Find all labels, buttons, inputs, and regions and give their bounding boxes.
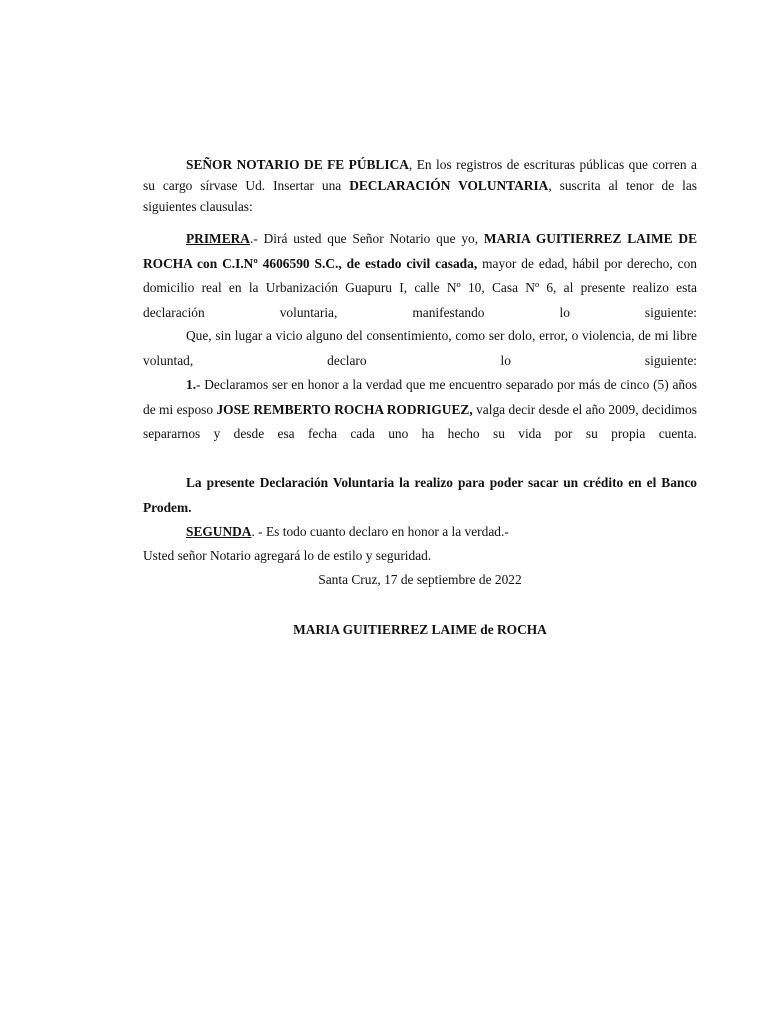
point-1-text-1: - Declaramos ser en honor a la verdad que me encuentro separado por más de cinco (5) años de mi esposo — [143, 377, 697, 417]
credit-text: La presente Declaración Voluntaria la realizo para poder sacar un crédito en el Banco Prodem. — [143, 475, 697, 515]
place-date: Santa Cruz, 17 de septiembre de 2022 — [318, 572, 522, 587]
point-1-paragraph — [143, 373, 697, 447]
signature-text: MARIA GUITIERREZ LAIME de ROCHA — [293, 622, 547, 637]
primera-clause — [143, 227, 697, 325]
intro-title: SEÑOR NOTARIO DE FE PÚBLICA — [186, 157, 409, 172]
credit-paragraph — [143, 471, 697, 520]
declarant-name-id: MARIA GUITIERREZ LAIME DE ROCHA con C.I.Nº 4606590 S.C., de estado civil casada, — [143, 231, 697, 271]
point-1-text-2: valga decir desde el año 2009, decidimos separarnos y desde esa fecha cada uno ha hecho su vida por su propia cuenta. — [143, 401, 697, 441]
primera-text-1: .- Dirá usted que Señor Notario que yo, — [249, 231, 484, 246]
declaration-type: DECLARACIÓN VOLUNTARIA — [349, 178, 549, 193]
intro-text-2: , suscrita al tenor de las siguientes clausulas: — [143, 178, 697, 214]
segunda-clause — [143, 520, 697, 545]
segunda-label: SEGUNDA — [186, 524, 252, 539]
intro-text-1: , En los registros de escrituras públicas que corren a su cargo sírvase Ud. Insertar una — [143, 157, 697, 193]
intro-paragraph — [143, 154, 697, 217]
primera-label: PRIMERA — [186, 231, 250, 246]
spouse-name: JOSE REMBERTO ROCHA RODRIGUEZ, — [216, 401, 473, 417]
style-security-line: Usted señor Notario agregará lo de estilo y seguridad. — [143, 548, 432, 563]
consent-paragraph: Que, sin lugar a vicio alguno del consentimiento, como ser dolo, error, o violencia, de mi libre voluntad, declaro lo siguiente: — [143, 328, 697, 368]
point-1-number: 1. — [186, 377, 197, 392]
signature-name — [143, 618, 697, 643]
primera-text-2: mayor de edad, hábil por derecho, con domicilio real en la Urbanización Guapuru I, calle Nº 10, Casa Nº 6, al presente realizo esta declaración voluntaria, manifestando lo siguiente: — [143, 255, 698, 320]
segunda-text: . - Es todo cuanto declaro en honor a la verdad.- — [251, 524, 509, 539]
